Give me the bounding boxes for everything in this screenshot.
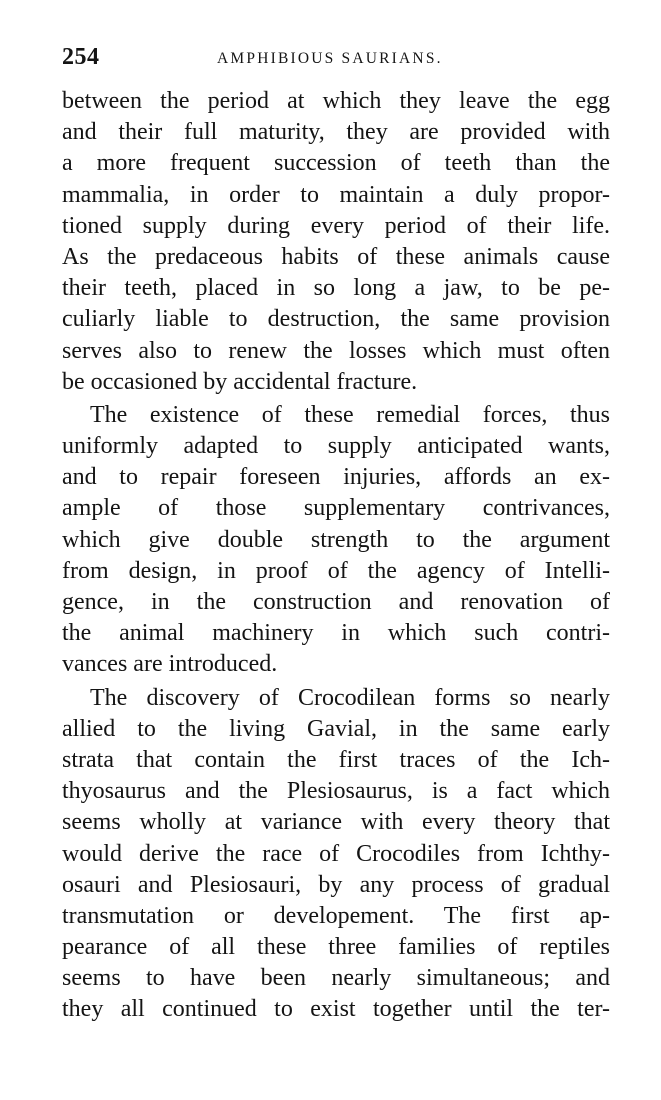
text-line: culiarly liable to destruction, the same provision [62, 306, 610, 333]
paragraph-1 [62, 86, 610, 398]
text-line: be occasioned by accidental fracture. [62, 368, 418, 395]
text-line: vances are introduced. [62, 651, 278, 678]
text-line: thyosaurus and the Plesiosaurus, is a fact which [62, 778, 610, 805]
text-line: seems to have been nearly simultaneous; and [62, 965, 610, 992]
text-line: As the predaceous habits of these animals cause [62, 243, 610, 270]
text-line: allied to the living Gavial, in the same early [62, 715, 610, 742]
text-line: would derive the race of Crocodiles from Ichthy- [62, 840, 610, 867]
text-line: and to repair foreseen injuries, affords an ex- [62, 464, 610, 491]
text-line: a more frequent succession of teeth than the [62, 150, 610, 177]
text-line: strata that contain the first traces of the Ich- [62, 746, 610, 773]
text-line: which give double strength to the argument [62, 526, 610, 553]
page-number: 254 [62, 44, 100, 70]
text-line: osauri and Plesiosauri, by any process of gradual [62, 871, 610, 898]
text-line: gence, in the construction and renovation of [62, 589, 610, 615]
text-line: the animal machinery in which such contri- [62, 620, 610, 647]
text-line: they all continued to exist together until the ter- [62, 996, 610, 1023]
page-header [62, 44, 610, 76]
text-line: serves also to renew the losses which must often [62, 337, 610, 364]
text-line: pearance of all these three families of reptiles [62, 934, 610, 961]
text-line: uniformly adapted to supply anticipated wants, [62, 433, 610, 460]
text-line: and their full maturity, they are provided with [62, 119, 610, 146]
paragraph-3 [62, 683, 610, 1026]
body-text [62, 86, 610, 1026]
text-line: mammalia, in order to maintain a duly propor- [62, 181, 610, 208]
text-line: their teeth, placed in so long a jaw, to be pe- [62, 275, 610, 302]
paragraph-2 [62, 400, 610, 681]
text-line: transmutation or developement. The first ap- [62, 902, 610, 929]
text-line: ample of those supplementary contrivances, [62, 495, 610, 522]
text-line: tioned supply during every period of their life. [62, 212, 610, 239]
text-line: The discovery of Crocodilean forms so nearly [90, 684, 610, 711]
text-line: The existence of these remedial forces, thus [90, 401, 610, 428]
text-line: from design, in proof of the agency of Intelli- [62, 557, 610, 584]
running-head: AMPHIBIOUS SAURIANS. [217, 50, 443, 67]
text-line: between the period at which they leave the egg [62, 88, 610, 114]
text-line: seems wholly at variance with every theory that [62, 809, 610, 836]
